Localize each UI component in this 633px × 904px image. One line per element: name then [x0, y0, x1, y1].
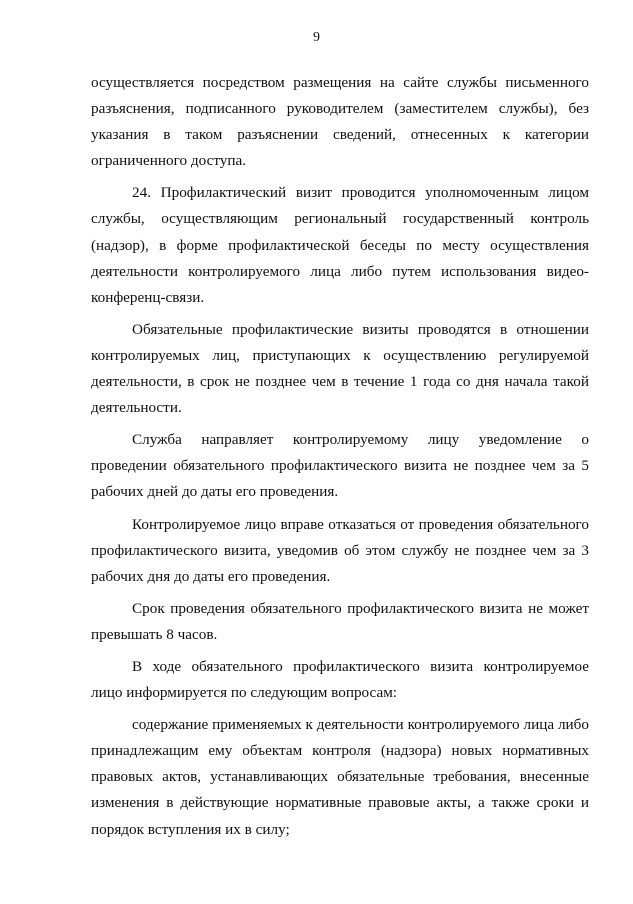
paragraph-duration: Срок проведения обязательного профилактического визита не может превышать 8 часов.: [91, 599, 589, 643]
paragraph-informing: В ходе обязательного профилактического визита контролируемое лицо информируется по следующим вопросам:: [91, 657, 589, 702]
paragraph-continuation: осуществляется посредством размещения на сайте службы письменного разъяснения, подписанного руководителем (заместителем службы), без указания в таком разъяснении сведений, отнесенных к категории ограниченного доступа.: [91, 74, 589, 170]
paragraph-refusal: Контролируемое лицо вправе отказаться от проведения обязательного профилактического визита, уведомив об этом службу не позднее чем за 3 рабочих дня до даты его проведения.: [91, 515, 589, 585]
paragraph-mandatory-visits: Обязательные профилактические визиты проводятся в отношении контролируемых лиц, приступающих к осуществлению регулируемой деятельности, в срок не позднее чем в течение 1 года со дня начала такой деятельности.: [91, 320, 589, 417]
paragraph-list-item: содержание применяемых к деятельности контролируемого лица либо принадлежащим ему объектам контроля (надзора) новых нормативных правовых актов, устанавливающих обязательные требования, внесенные изменения в действующие нормативные правовые акты, а также сроки и порядок вступления их в силу;: [91, 716, 589, 838]
page-number: 9: [313, 30, 320, 45]
document-body: [91, 70, 589, 849]
paragraph-notification: Служба направляет контролируемому лицу уведомление о проведении обязательного профилактического визита не позднее чем за 5 рабочих дней до даты его проведения.: [91, 431, 589, 501]
paragraph-item-24: 24. Профилактический визит проводится уполномоченным лицом службы, осуществляющим региональный государственный контроль (надзор), в форме профилактической беседы по месту осуществления деятельности контролируемого лица либо путем использования видео-конференц-связи.: [91, 184, 589, 306]
